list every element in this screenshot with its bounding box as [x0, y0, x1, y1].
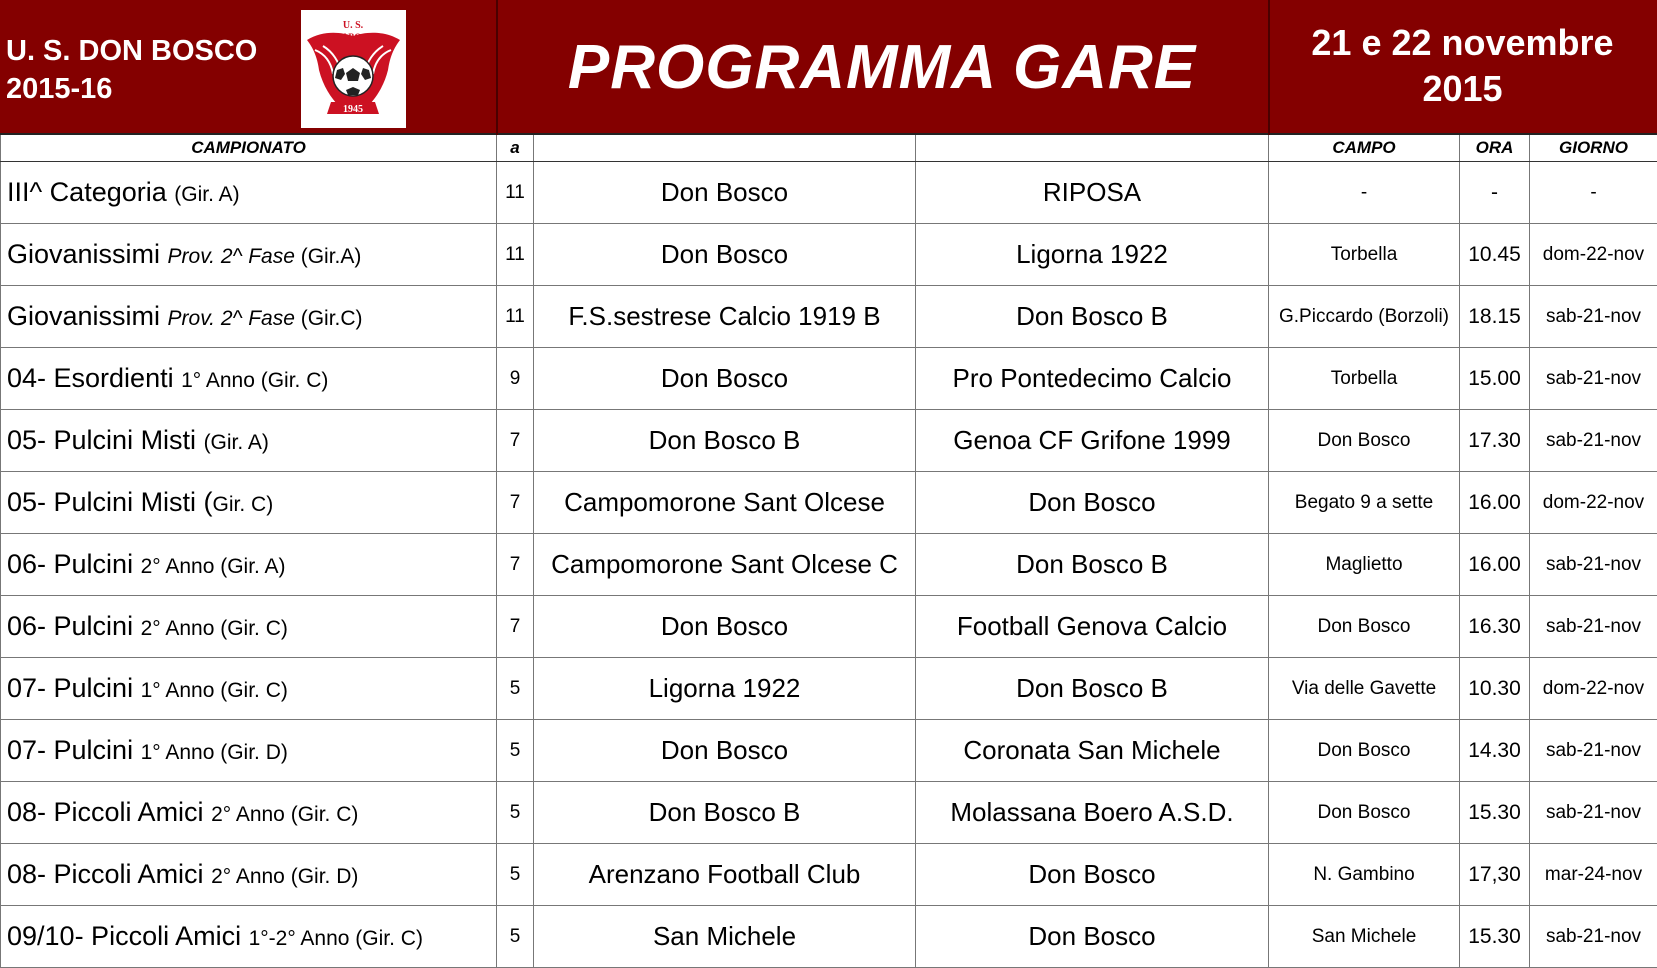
club-logo-graphic — [301, 10, 406, 128]
round-number: 5 — [497, 658, 534, 720]
match-row — [1, 224, 1657, 286]
competition-group: 1° Anno (Gir. C) — [181, 369, 329, 392]
round-number: 9 — [497, 348, 534, 410]
round-number: 11 — [497, 286, 534, 348]
match-day: sab-21-nov — [1530, 782, 1657, 844]
competition-name: III^ Categoria — [7, 177, 175, 207]
competition-name: Giovanissimi — [7, 239, 168, 269]
competition-cell — [1, 534, 497, 596]
competition-group: (Gir. A) — [203, 431, 269, 454]
home-team: Don Bosco — [534, 720, 916, 782]
home-team: Don Bosco — [534, 224, 916, 286]
match-time: 17.30 — [1460, 410, 1530, 472]
away-team: Ligorna 1922 — [916, 224, 1269, 286]
match-time: 15.30 — [1460, 906, 1530, 968]
logo-name-text: DON BOSCO — [326, 32, 380, 42]
competition-group: 2° Anno (Gir. C) — [211, 803, 359, 826]
competition-group: 2° Anno (Gir. D) — [211, 865, 359, 888]
round-number: 5 — [497, 906, 534, 968]
away-team: Don Bosco B — [916, 534, 1269, 596]
match-time: - — [1460, 162, 1530, 224]
date-line-1: 21 e 22 novembre — [1311, 22, 1614, 63]
match-time: 10.30 — [1460, 658, 1530, 720]
match-day: - — [1530, 162, 1657, 224]
match-time: 16.00 — [1460, 534, 1530, 596]
club-info — [6, 32, 257, 108]
col-campionato: CAMPIONATO — [1, 135, 497, 162]
match-time: 17,30 — [1460, 844, 1530, 906]
match-time: 16.00 — [1460, 472, 1530, 534]
away-team: Don Bosco B — [916, 658, 1269, 720]
competition-cell — [1, 410, 497, 472]
home-team: F.S.sestrese Calcio 1919 B — [534, 286, 916, 348]
date-block — [1268, 0, 1657, 135]
round-number: 7 — [497, 596, 534, 658]
home-team: Don Bosco — [534, 162, 916, 224]
date-range — [1268, 20, 1657, 112]
logo-top-text: U. S. — [342, 20, 364, 31]
competition-group: 1° Anno (Gir. D) — [140, 741, 288, 764]
page-title: PROGRAMMA GARE — [567, 33, 1197, 102]
match-row — [1, 286, 1657, 348]
field-name: - — [1269, 162, 1460, 224]
field-name: Via delle Gavette — [1269, 658, 1460, 720]
competition-cell — [1, 286, 497, 348]
club-block — [0, 0, 498, 135]
field-name: Don Bosco — [1269, 596, 1460, 658]
competition-cell — [1, 906, 497, 968]
column-header-row — [1, 135, 1657, 162]
match-row — [1, 720, 1657, 782]
competition-group: (Gir. A) — [174, 183, 240, 206]
away-team: RIPOSA — [916, 162, 1269, 224]
logo-year: 1945 — [343, 104, 363, 115]
match-time: 10.45 — [1460, 224, 1530, 286]
match-day: dom-22-nov — [1530, 224, 1657, 286]
season: 2015-16 — [6, 73, 113, 105]
competition-name: 04- Esordienti — [7, 363, 182, 393]
competition-name: 08- Piccoli Amici — [7, 797, 212, 827]
title-block — [496, 0, 1270, 135]
match-day: dom-22-nov — [1530, 658, 1657, 720]
competition-cell — [1, 844, 497, 906]
match-row — [1, 162, 1657, 224]
round-number: 7 — [497, 534, 534, 596]
match-day: mar-24-nov — [1530, 844, 1657, 906]
competition-group: (Gir.C) — [300, 307, 363, 330]
competition-name: 05- Pulcini Misti ( — [7, 487, 213, 517]
schedule-table — [0, 135, 1657, 968]
competition-cell — [1, 596, 497, 658]
home-team: Arenzano Football Club — [534, 844, 916, 906]
competition-name: 07- Pulcini — [7, 673, 141, 703]
competition-cell — [1, 720, 497, 782]
competition-group: (Gir.A) — [300, 245, 362, 268]
match-row — [1, 658, 1657, 720]
match-row — [1, 410, 1657, 472]
match-time: 15.00 — [1460, 348, 1530, 410]
field-name: San Michele — [1269, 906, 1460, 968]
competition-name: 06- Pulcini — [7, 549, 141, 579]
col-ora: ORA — [1460, 135, 1530, 162]
round-number: 5 — [497, 844, 534, 906]
col-round: a — [497, 135, 534, 162]
round-number: 11 — [497, 224, 534, 286]
club-name: U. S. DON BOSCO — [6, 35, 258, 67]
match-row — [1, 472, 1657, 534]
match-row — [1, 782, 1657, 844]
competition-cell — [1, 658, 497, 720]
field-name: Begato 9 a sette — [1269, 472, 1460, 534]
match-day: sab-21-nov — [1530, 720, 1657, 782]
match-day: sab-21-nov — [1530, 286, 1657, 348]
match-row — [1, 844, 1657, 906]
field-name: Don Bosco — [1269, 782, 1460, 844]
competition-group: 2° Anno (Gir. C) — [140, 617, 288, 640]
match-time: 16.30 — [1460, 596, 1530, 658]
home-team: Campomorone Sant Olcese C — [534, 534, 916, 596]
competition-cell — [1, 472, 497, 534]
match-row — [1, 348, 1657, 410]
match-time: 14.30 — [1460, 720, 1530, 782]
home-team: Don Bosco — [534, 348, 916, 410]
col-giorno: GIORNO — [1530, 135, 1657, 162]
away-team: Molassana Boero A.S.D. — [916, 782, 1269, 844]
match-day: sab-21-nov — [1530, 348, 1657, 410]
away-team: Coronata San Michele — [916, 720, 1269, 782]
field-name: Don Bosco — [1269, 410, 1460, 472]
match-time: 18.15 — [1460, 286, 1530, 348]
field-name: Don Bosco — [1269, 720, 1460, 782]
away-team: Don Bosco — [916, 844, 1269, 906]
round-number: 7 — [497, 410, 534, 472]
col-away — [916, 135, 1269, 162]
competition-name: 05- Pulcini Misti — [7, 425, 204, 455]
match-row — [1, 534, 1657, 596]
field-name: N. Gambino — [1269, 844, 1460, 906]
home-team: Don Bosco B — [534, 410, 916, 472]
competition-cell — [1, 162, 497, 224]
round-number: 5 — [497, 782, 534, 844]
competition-phase: Prov. 2^ Fase — [167, 307, 301, 330]
home-team: Don Bosco B — [534, 782, 916, 844]
competition-name: 09/10- Piccoli Amici — [7, 921, 249, 951]
away-team: Don Bosco B — [916, 286, 1269, 348]
col-home — [534, 135, 916, 162]
date-line-2: 2015 — [1422, 68, 1503, 109]
away-team: Don Bosco — [916, 906, 1269, 968]
col-campo: CAMPO — [1269, 135, 1460, 162]
competition-name: 07- Pulcini — [7, 735, 141, 765]
match-time: 15.30 — [1460, 782, 1530, 844]
away-team: Football Genova Calcio — [916, 596, 1269, 658]
match-day: sab-21-nov — [1530, 534, 1657, 596]
match-row — [1, 906, 1657, 968]
match-day: sab-21-nov — [1530, 410, 1657, 472]
competition-cell — [1, 224, 497, 286]
away-team: Don Bosco — [916, 472, 1269, 534]
competition-phase: Prov. 2^ Fase — [167, 245, 301, 268]
round-number: 5 — [497, 720, 534, 782]
header-banner — [0, 0, 1657, 135]
competition-cell — [1, 782, 497, 844]
competition-group: 2° Anno (Gir. A) — [140, 555, 286, 578]
competition-name: 08- Piccoli Amici — [7, 859, 212, 889]
round-number: 11 — [497, 162, 534, 224]
field-name: G.Piccardo (Borzoli) — [1269, 286, 1460, 348]
club-logo — [301, 10, 406, 128]
home-team: San Michele — [534, 906, 916, 968]
home-team: Don Bosco — [534, 596, 916, 658]
match-day: sab-21-nov — [1530, 906, 1657, 968]
away-team: Pro Pontedecimo Calcio — [916, 348, 1269, 410]
competition-group: 1°-2° Anno (Gir. C) — [248, 927, 423, 950]
competition-name: 06- Pulcini — [7, 611, 141, 641]
competition-cell — [1, 348, 497, 410]
field-name: Torbella — [1269, 224, 1460, 286]
match-day: dom-22-nov — [1530, 472, 1657, 534]
match-row — [1, 596, 1657, 658]
match-day: sab-21-nov — [1530, 596, 1657, 658]
competition-group: Gir. C) — [212, 493, 274, 516]
away-team: Genoa CF Grifone 1999 — [916, 410, 1269, 472]
home-team: Campomorone Sant Olcese — [534, 472, 916, 534]
field-name: Torbella — [1269, 348, 1460, 410]
competition-name: Giovanissimi — [7, 301, 168, 331]
round-number: 7 — [497, 472, 534, 534]
field-name: Maglietto — [1269, 534, 1460, 596]
competition-group: 1° Anno (Gir. C) — [140, 679, 288, 702]
home-team: Ligorna 1922 — [534, 658, 916, 720]
